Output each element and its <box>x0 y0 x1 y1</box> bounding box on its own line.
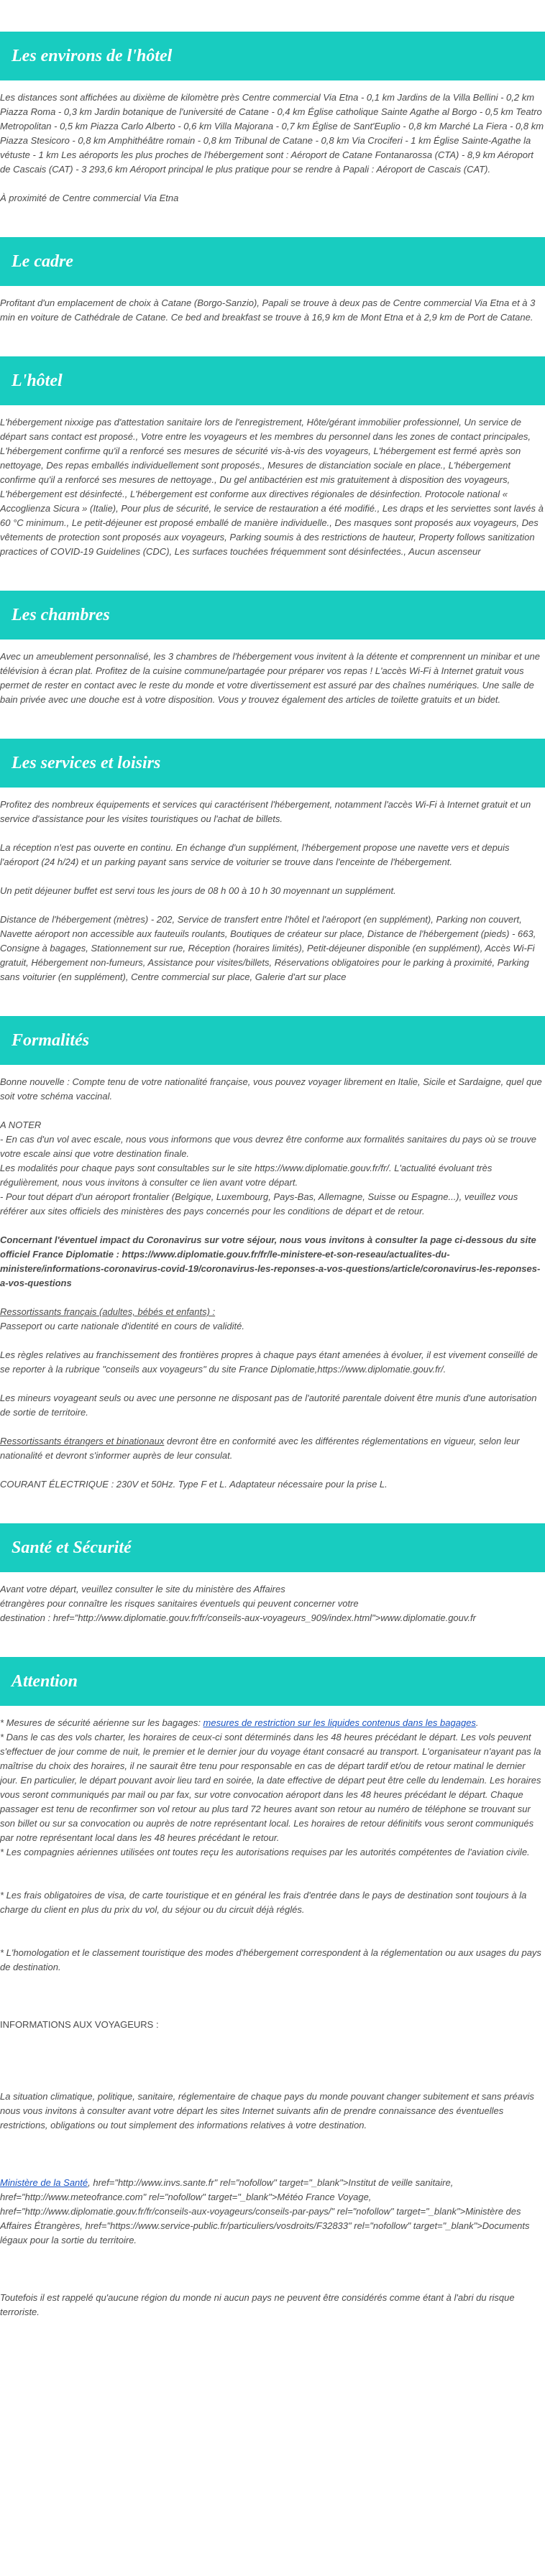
attention-luggage-end: . <box>475 1717 479 1728</box>
spacer <box>0 2046 545 2061</box>
attention-classification: * L'homologation et le classement touristique des modes d'hébergement correspondent à la réglementation ou aux usages du pays de destination. <box>0 1947 541 1972</box>
attention-block-1 <box>0 1716 545 1860</box>
attention-links <box>0 2176 545 2248</box>
section-formalites <box>0 1016 545 1492</box>
section-body-formalites <box>0 1075 545 1492</box>
formalites-borders: Les règles relatives au franchissement des frontières propres à chaque pays étant amenées à évoluer, il est vivement conseillé de se reporter à la rubrique "conseils aux voyageurs" du site France Diplomatie,https://www.diplomatie.gouv.fr/. <box>0 1349 538 1375</box>
attention-charter-flights: * Dans le cas des vols charter, les horaires de ceux-ci sont déterminés dans les 48 heures précédant le départ. Les vols peuvent s'effectuer de jour comme de nuit, le premier et le dernier jour du voyage étant consacré au transport. L'organisateur n'ayant pas la maîtrise du choix des horaires, il ne saurait être tenu pour responsable en cas de départ tardif et/ou de retour matinal le dernier jour. En particulier, le départ pouvant avoir lieu tard en soirée, la date effective de départ peut être celle du lendemain. Les horaires vous seront communiqués par mail ou par fax, sur votre convocation aéroport dans les 48 heures précédant le départ. Chaque passager est tenu de reconfirmer son vol retour au plus tard 72 heures avant son retour au numéro de téléphone se trouvant sur son billet ou sur sa convocation ou auprès de notre représentant local. Les horaires de retour définitifs vous seront communiqués par notre représentant local dans les 48 heures précédant le retour. <box>0 1732 541 1843</box>
section-hotel <box>0 356 545 559</box>
section-services <box>0 739 545 984</box>
formalites-documents <box>0 1305 545 1334</box>
spacer <box>0 1989 545 2003</box>
formalites-foreigners <box>0 1434 545 1463</box>
section-chambres <box>0 591 545 707</box>
section-body-attention <box>0 1716 545 2319</box>
formalites-documents-title: Ressortissants français (adultes, bébés et enfants) : <box>0 1306 216 1317</box>
section-title-environs: Les environs de l'hôtel <box>0 32 545 80</box>
formalites-note-title: A NOTER <box>0 1120 42 1130</box>
section-body-sante <box>0 1582 545 1625</box>
attention-airlines: * Les compagnies aériennes utilisées ont toutes reçu les autorisations requises par les autorités compétentes de l'aviation civile. <box>0 1847 530 1857</box>
hotel-text: L'hébergement nixxige pas d'attestation sanitaire lors de l'enregistrement, Hôte/gérant immobilier professionnel, Un service de départ sans contact est proposé., Votre entre les voyageurs et les membres du personnel dans les zones de contact principales, L'hébergement confirme qu'il a renforcé ses mesures de sécurité vis-à-vis des voyageurs, L'hébergement est fermé après son nettoyage, Des repas emballés individuellement sont proposés., Mesures de distanciation sociale en place., L'hébergement confirme qu'il a renforcé ses mesures de nettoyage., Du gel antibactérien est mis gratuitement à disposition des voyageurs, L'hébergement est désinfecté., L'hébergement est conforme aux directives régionales de désinfection. Protocole national « Accoglienza Sicura » (Italie), Pour plus de sécurité, le service de restauration a été modifié., Les draps et les serviettes sont lavés à 60 °C minimum., Le petit-déjeuner est proposé emballé de manière individuelle., Des masques sont proposés aux voyageurs, Des vêtements de protection sont proposés aux voyageurs, Parking soumis à des restrictions de hauteur, Property follows sanitization practices of COVID-19 Guidelines (CDC), Les surfaces touchées fréquemment sont désinfectées., Aucun ascenseur <box>0 417 544 557</box>
section-title-hotel: L'hôtel <box>0 356 545 405</box>
section-body-services <box>0 798 545 984</box>
cadre-text: Profitant d'un emplacement de choix à Catane (Borgo-Sanzio), Papali se trouve à deux pas de Centre commercial Via Etna et à 3 min en voiture de Cathédrale de Catane. Ce bed and breakfast se trouve à 16,9 km de Mont Etna et à 2,9 km de Port de Catane. <box>0 297 536 323</box>
ministere-sante-link[interactable]: Ministère de la Santé <box>0 2177 88 2188</box>
environs-nearby: À proximité de Centre commercial Via Etna <box>0 193 179 203</box>
formalites-foreigners-text: devront être en conformité avec les différentes réglementations en vigueur, selon leur nationalité et devront s'informer auprès de leur consulat. <box>0 1436 520 1461</box>
spacer <box>0 2061 545 2075</box>
spacer <box>0 2075 545 2090</box>
spacer <box>0 2003 545 2018</box>
section-environs <box>0 32 545 206</box>
chambres-text: Avec un ameublement personnalisé, les 3 chambres de l'hébergement vous invitent à la détente et comprennent un minibar et une télévision à écran plat. Profitez de la cuisine commune/partagée pour préparer vos repas ! L'accès Wi-Fi à Internet gratuit vous permet de rester en contact avec le reste du monde et votre divertissement est assuré par des chaînes numériques. Une salle de bain privée avec une douche est à votre disposition. Vous y trouvez également des articles de toilette gratuits et un bidet. <box>0 651 540 705</box>
section-attention <box>0 1657 545 2319</box>
section-cadre <box>0 237 545 325</box>
section-body-environs <box>0 91 545 206</box>
luggage-restrictions-link[interactable]: mesures de restriction sur les liquides contenus dans les bagages <box>203 1717 476 1728</box>
services-intro: Profitez des nombreux équipements et services qui caractérisent l'hébergement, notamment l'accès Wi-Fi à Internet gratuit et un service d'assistance pour les visites touristiques ou l'achat de billets. <box>0 799 531 824</box>
attention-links-text: , href="http://www.invs.sante.fr" rel="nofollow" target="_blank">Institut de veille sanitaire, href="http://www.meteofrance.com" rel="nofollow" target="_blank">Météo France Voyage, href="http://www.diplomatie.gouv.fr/fr/conseils-aux-voyageurs/conseils-par-pays/" rel="nofollow" target="_blank">Ministère des Affaires Étrangères, href="https://www.service-public.fr/particuliers/vosdroits/F32833" rel="nofollow" target="_blank">Documents légaux pour la sortie du territoire. <box>0 2177 530 2245</box>
formalites-foreigners-title: Ressortissants étrangers et binationaux <box>0 1436 165 1446</box>
attention-luggage-label: * Mesures de sécurité aérienne sur les bagages: <box>0 1717 203 1728</box>
attention-situation <box>0 2090 545 2133</box>
spacer <box>0 2161 545 2176</box>
spacer <box>0 2262 545 2276</box>
formalites-documents-text: Passeport ou carte nationale d'identité en cours de validité. <box>0 1321 244 1331</box>
section-title-services: Les services et loisirs <box>0 739 545 788</box>
attention-situation-line-2: nous vous invitons à consulter avant votre départ les sites Internet suivants afin de prendre connaissance des éventuelles restrictions, obligations ou tout simplement des informations relatives à votre destination. <box>0 2105 504 2130</box>
section-body-chambres <box>0 650 545 707</box>
section-title-formalites: Formalités <box>0 1016 545 1065</box>
section-title-cadre: Le cadre <box>0 237 545 286</box>
spacer <box>0 1874 545 1888</box>
formalites-note-modalities: Les modalités pour chaque pays sont consultables sur le site https://www.diplomatie.gouv.fr/fr/. L'actualité évoluant très régulièrement, nous vous invitons à consulter ce lien avant votre départ. <box>0 1163 493 1188</box>
spacer <box>0 2147 545 2161</box>
attention-situation-line-1: La situation climatique, politique, sanitaire, réglementaire de chaque pays du monde pouvant changer subitement et sans préavis <box>0 2091 534 2102</box>
services-reception: La réception n'est pas ouverte en continu. En échange d'un supplément, l'hébergement propose une navette vers et depuis l'aéroport (24 h/24) et un parking payant sans service de voiturier se trouve dans l'enceinte de l'hébergement. <box>0 842 510 867</box>
formalites-note <box>0 1118 545 1219</box>
sante-line-2: étrangères pour connaître les risques sanitaires éventuels qui peuvent concerner votre <box>0 1598 359 1609</box>
formalites-coronavirus: Concernant l'éventuel impact du Coronavirus sur votre séjour, nous vous invitons à consulter la page ci-dessous du site officiel France Diplomatie : https://www.diplomatie.gouv.fr/fr/le-ministere-et-son-reseau/actualites-du-ministere/informations-coronavirus-covid-19/coronavirus-les-reponses-a-vos-questions/article/coronavirus-les-reponses-a-vos-questions <box>0 1234 541 1288</box>
formalites-note-stopover: - En cas d'un vol avec escale, nous vous informons que vous devrez être conforme aux formalités sanitaires du pays où se trouve votre escale ainsi que votre destination finale. <box>0 1134 537 1159</box>
attention-visa-fees: * Les frais obligatoires de visa, de carte touristique et en général les frais d'entrée dans le pays de destination sont toujours à la charge du client en plus du prix du vol, du séjour ou du circuit déjà réglés. <box>0 1890 527 1915</box>
sante-line-1: Avant votre départ, veuillez consulter le site du ministère des Affaires <box>0 1584 285 1594</box>
attention-terrorism: Toutefois il est rappelé qu'aucune région du monde ni aucun pays ne peuvent être considérés comme étant à l'abri du risque terroriste. <box>0 2292 515 2317</box>
section-body-cadre <box>0 296 545 325</box>
formalites-good-news: Bonne nouvelle : Compte tenu de votre nationalité française, vous pouvez voyager librement en Italie, Sicile et Sardaigne, quel que soit votre schéma vaccinal. <box>0 1076 542 1102</box>
formalites-electricity: COURANT ÉLECTRIQUE : 230V et 50Hz. Type F et L. Adaptateur nécessaire pour la prise L. <box>0 1479 388 1490</box>
services-list: Distance de l'hébergement (mètres) - 202, Service de transfert entre l'hôtel et l'aéroport (en supplément), Parking non couvert, Navette aéroport non accessible aux fauteuils roulants, Boutiques de créateur sur place, Distance de l'hébergement (pieds) - 663, Consigne à bagages, Stationnement sur rue, Réception (horaires limités), Petit-déjeuner disponible (en supplément), Accès Wi-Fi gratuit, Hébergement non-fumeurs, Assistance pour visites/billets, Réservations obligatoires pour le parking à proximité, Parking sans voiturier (en supplément), Centre commercial sur place, Galerie d'art sur place <box>0 914 536 982</box>
section-title-attention: Attention <box>0 1657 545 1706</box>
spacer <box>0 2276 545 2291</box>
sante-text <box>0 1582 545 1625</box>
section-sante <box>0 1523 545 1625</box>
section-body-hotel <box>0 415 545 559</box>
sante-line-3: destination : href="http://www.diplomatie.gouv.fr/fr/conseils-aux-voyageurs_909/index.html">www.diplomatie.gouv.fr <box>0 1612 476 1623</box>
attention-info-title: INFORMATIONS AUX VOYAGEURS : <box>0 2019 159 2030</box>
formalites-note-border-airport: - Pour tout départ d'un aéroport frontalier (Belgique, Luxembourg, Pays-Bas, Allemagne, Suisse ou Espagne...), veuillez vous référer aux sites officiels des ministères des pays concernés pour les conditions de départ et de retour. <box>0 1191 518 1217</box>
environs-distances: Les distances sont affichées au dixième de kilomètre près Centre commercial Via Etna - 0,1 km Jardins de la Villa Bellini - 0,2 km Piazza Roma - 0,3 km Jardin botanique de l'université de Catane - 0,4 km Église catholique Sainte Agathe al Borgo - 0,5 km Teatro Metropolitan - 0,5 km Piazza Carlo Alberto - 0,6 km Villa Majorana - 0,7 km Église de Sant'Euplio - 0,8 km Marché La Fiera - 0,8 km Piazza Stesicoro - 0,8 km Amphithéâtre romain - 0,8 km Tribunal de Catane - 0,8 km Via Crociferi - 1 km Église Sainte-Agathe la vétuste - 1 km Les aéroports les plus proches de l'hébergement sont : Aéroport de Catane Fontanarossa (CTA) - 8,9 km Aéroport de Cascais (CAT) - 3 293,6 km Aéroport principal le plus pratique pour se rendre à Papali : Aéroport de Cascais (CAT). <box>0 92 544 175</box>
section-title-sante: Santé et Sécurité <box>0 1523 545 1572</box>
formalites-minors: Les mineurs voyageant seuls ou avec une personne ne disposant pas de l'autorité parentale doivent être munis d'une autorisation de sortie de territoire. <box>0 1393 537 1418</box>
section-title-chambres: Les chambres <box>0 591 545 640</box>
spacer <box>0 1931 545 1946</box>
services-breakfast: Un petit déjeuner buffet est servi tous les jours de 08 h 00 à 10 h 30 moyennant un supplément. <box>0 885 396 896</box>
